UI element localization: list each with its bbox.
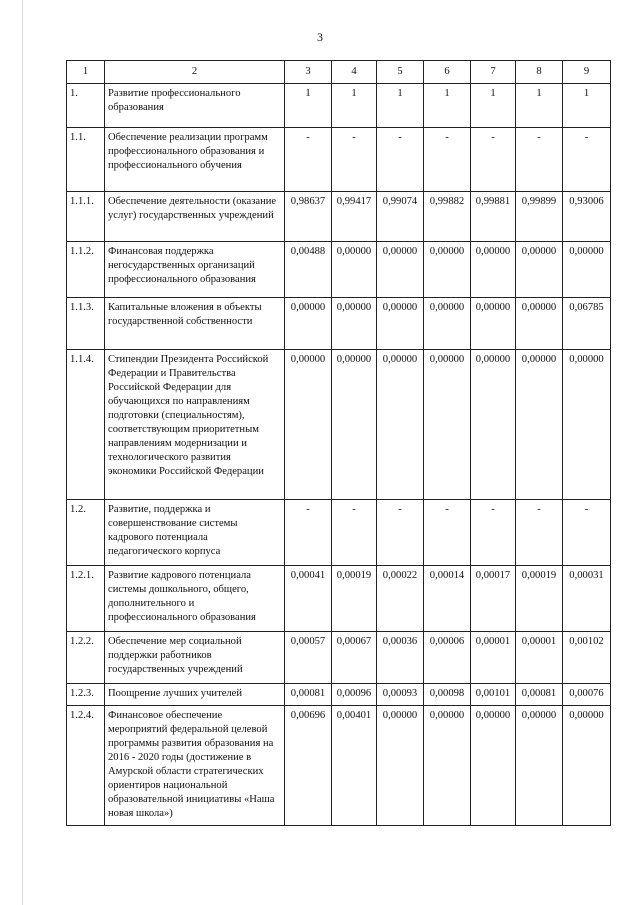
value-cell: 0,00000 — [424, 242, 471, 298]
table-row — [67, 128, 611, 192]
value-cell: 0,00000 — [563, 242, 611, 298]
row-description: Развитие кадрового потенциала системы дошкольного, общего, дополнительного и профессионального образования — [105, 566, 285, 632]
value-cell: - — [424, 128, 471, 192]
table-header-row — [67, 61, 611, 84]
row-description: Финансовое обеспечение мероприятий федеральной целевой программы развития образования на 2016 - 2020 годы (достижение в Амурской области стратегических ориентиров национальной образовательной инициативы «Наша новая школа») — [105, 706, 285, 826]
value-cell: 0,00000 — [377, 706, 424, 826]
value-cell: 0,00017 — [471, 566, 516, 632]
table-row — [67, 632, 611, 684]
value-cell: - — [563, 128, 611, 192]
value-cell: - — [516, 500, 563, 566]
value-cell: 0,00098 — [424, 684, 471, 706]
value-cell: - — [285, 128, 332, 192]
header-cell: 4 — [332, 61, 377, 84]
value-cell: 0,00006 — [424, 632, 471, 684]
data-table — [66, 60, 611, 826]
value-cell: 0,99074 — [377, 192, 424, 242]
header-cell: 7 — [471, 61, 516, 84]
value-cell: 0,00041 — [285, 566, 332, 632]
table-row — [67, 192, 611, 242]
header-cell: 5 — [377, 61, 424, 84]
row-number: 1.1. — [67, 128, 105, 192]
value-cell: 0,99882 — [424, 192, 471, 242]
value-cell: 0,00096 — [332, 684, 377, 706]
row-number: 1.1.1. — [67, 192, 105, 242]
header-cell: 8 — [516, 61, 563, 84]
value-cell: 0,06785 — [563, 298, 611, 350]
value-cell: 0,00076 — [563, 684, 611, 706]
value-cell: 0,00014 — [424, 566, 471, 632]
row-description: Обеспечение мер социальной поддержки работников государственных учреждений — [105, 632, 285, 684]
value-cell: 0,00000 — [377, 350, 424, 500]
row-description: Финансовая поддержка негосударственных организаций профессионального образования — [105, 242, 285, 298]
value-cell: - — [332, 500, 377, 566]
table-row — [67, 298, 611, 350]
table-row — [67, 684, 611, 706]
row-number: 1.2.2. — [67, 632, 105, 684]
table-row — [67, 84, 611, 128]
table-row — [67, 500, 611, 566]
value-cell: 0,00000 — [563, 706, 611, 826]
value-cell: 1 — [332, 84, 377, 128]
value-cell: 0,00000 — [285, 298, 332, 350]
value-cell: 0,99417 — [332, 192, 377, 242]
row-number: 1.2.4. — [67, 706, 105, 826]
value-cell: 0,00000 — [377, 242, 424, 298]
table-body — [67, 61, 611, 826]
value-cell: 0,00000 — [332, 298, 377, 350]
value-cell: 0,00000 — [516, 706, 563, 826]
value-cell: - — [471, 128, 516, 192]
value-cell: 0,93006 — [563, 192, 611, 242]
row-number: 1.1.3. — [67, 298, 105, 350]
row-description: Капитальные вложения в объекты государственной собственности — [105, 298, 285, 350]
value-cell: 0,00101 — [471, 684, 516, 706]
value-cell: - — [285, 500, 332, 566]
value-cell: - — [563, 500, 611, 566]
value-cell: 0,99899 — [516, 192, 563, 242]
header-cell: 9 — [563, 61, 611, 84]
value-cell: 0,00000 — [424, 298, 471, 350]
value-cell: 0,99881 — [471, 192, 516, 242]
value-cell: 0,00067 — [332, 632, 377, 684]
value-cell: 1 — [516, 84, 563, 128]
value-cell: 0,00000 — [471, 706, 516, 826]
value-cell: 0,00019 — [332, 566, 377, 632]
header-cell: 3 — [285, 61, 332, 84]
value-cell: 0,00000 — [516, 298, 563, 350]
value-cell: 0,00000 — [285, 350, 332, 500]
row-description: Стипендии Президента Российской Федерации и Правительства Российской Федерации для обучающихся по направлениям подготовки (специальностям), соответствующим приоритетным направлениям модернизации и технологического развития экономики Российской Федерации — [105, 350, 285, 500]
value-cell: 0,00102 — [563, 632, 611, 684]
value-cell: - — [516, 128, 563, 192]
value-cell: 0,00000 — [332, 242, 377, 298]
value-cell: 0,00000 — [377, 298, 424, 350]
page-number: 3 — [317, 30, 323, 44]
value-cell: 1 — [377, 84, 424, 128]
row-description: Поощрение лучших учителей — [105, 684, 285, 706]
value-cell: 0,98637 — [285, 192, 332, 242]
table-row — [67, 350, 611, 500]
header-cell: 2 — [105, 61, 285, 84]
value-cell: - — [332, 128, 377, 192]
row-number: 1. — [67, 84, 105, 128]
value-cell: 1 — [563, 84, 611, 128]
value-cell: 0,00000 — [332, 350, 377, 500]
row-number: 1.1.4. — [67, 350, 105, 500]
value-cell: 0,00036 — [377, 632, 424, 684]
value-cell: - — [471, 500, 516, 566]
row-description: Развитие, поддержка и совершенствование системы кадрового потенциала педагогического корпуса — [105, 500, 285, 566]
value-cell: - — [377, 500, 424, 566]
row-number: 1.2. — [67, 500, 105, 566]
row-number: 1.2.1. — [67, 566, 105, 632]
value-cell: - — [377, 128, 424, 192]
value-cell: 0,00000 — [471, 242, 516, 298]
scan-margin-line — [22, 0, 23, 905]
header-cell: 1 — [67, 61, 105, 84]
value-cell: 0,00000 — [424, 350, 471, 500]
row-description: Развитие профессионального образования — [105, 84, 285, 128]
value-cell: 0,00001 — [516, 632, 563, 684]
value-cell: 0,00000 — [516, 242, 563, 298]
value-cell: 1 — [285, 84, 332, 128]
row-description: Обеспечение деятельности (оказание услуг) государственных учреждений — [105, 192, 285, 242]
table-row — [67, 566, 611, 632]
value-cell: 0,00057 — [285, 632, 332, 684]
row-number: 1.2.3. — [67, 684, 105, 706]
value-cell: 0,00081 — [516, 684, 563, 706]
value-cell: 0,00000 — [563, 350, 611, 500]
value-cell: 0,00019 — [516, 566, 563, 632]
row-description: Обеспечение реализации программ профессионального образования и профессионального обучения — [105, 128, 285, 192]
value-cell: 1 — [471, 84, 516, 128]
value-cell: 0,00031 — [563, 566, 611, 632]
value-cell: 0,00401 — [332, 706, 377, 826]
table-row — [67, 706, 611, 826]
header-cell: 6 — [424, 61, 471, 84]
value-cell: 0,00081 — [285, 684, 332, 706]
row-number: 1.1.2. — [67, 242, 105, 298]
value-cell: 0,00000 — [471, 350, 516, 500]
value-cell: 0,00000 — [516, 350, 563, 500]
value-cell: 0,00093 — [377, 684, 424, 706]
value-cell: 0,00000 — [424, 706, 471, 826]
value-cell: - — [424, 500, 471, 566]
value-cell: 0,00000 — [471, 298, 516, 350]
value-cell: 0,00696 — [285, 706, 332, 826]
table-row — [67, 242, 611, 298]
value-cell: 1 — [424, 84, 471, 128]
value-cell: 0,00001 — [471, 632, 516, 684]
value-cell: 0,00022 — [377, 566, 424, 632]
value-cell: 0,00488 — [285, 242, 332, 298]
